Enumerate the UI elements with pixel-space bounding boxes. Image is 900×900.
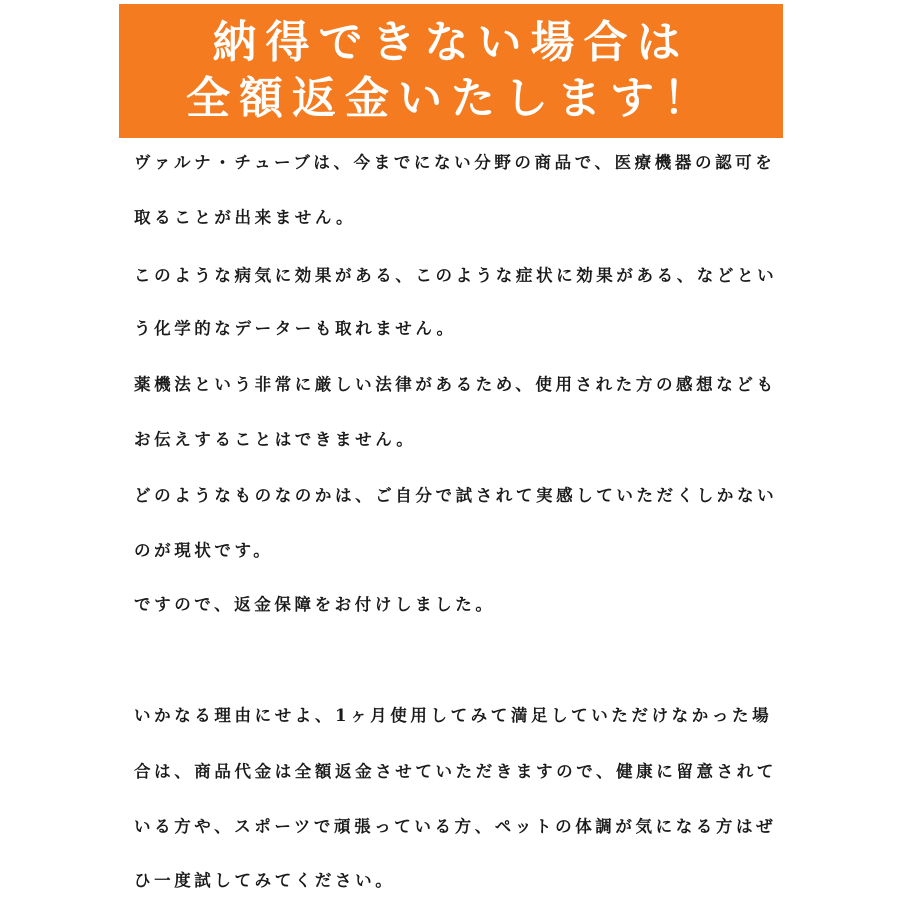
text-line: 取ることが出来ません。	[134, 208, 357, 227]
banner-headline-line-1: 納得できない場合は	[212, 17, 690, 68]
text-line: ヴァルナ・チューブは、今までにない分野の商品で、医療機器の認可を	[134, 153, 776, 172]
banner-headline-line-2: 全額返金いたします！	[186, 73, 716, 124]
text-line: どのようなものなのかは、ご自分で試されて実感していただくしかない	[134, 486, 778, 505]
text-line: う化学的なデーターも取れません。	[134, 319, 457, 338]
text-line: このような病気に効果がある、このような症状に効果がある、などとい	[134, 266, 778, 285]
text-line: いかなる理由にせよ、1ヶ月使用してみて満足していただけなかった場	[134, 706, 773, 725]
text-line: 薬機法という非常に厳しい法律があるため、使用された方の感想なども	[134, 375, 777, 394]
text-line: ひ一度試してみてください。	[134, 871, 396, 890]
text-line: お伝えすることはできません。	[134, 430, 417, 449]
text-line: ですので、返金保障をお付けしました。	[134, 595, 496, 614]
text-line: いる方や、スポーツで頑張っている方、ペットの体調が気になる方はぜ	[134, 817, 777, 836]
text-line: のが現状です。	[134, 541, 274, 560]
text-line: 合は、商品代金は全額返金させていただきますので、健康に留意されて	[134, 762, 777, 781]
refund-banner	[119, 4, 783, 138]
